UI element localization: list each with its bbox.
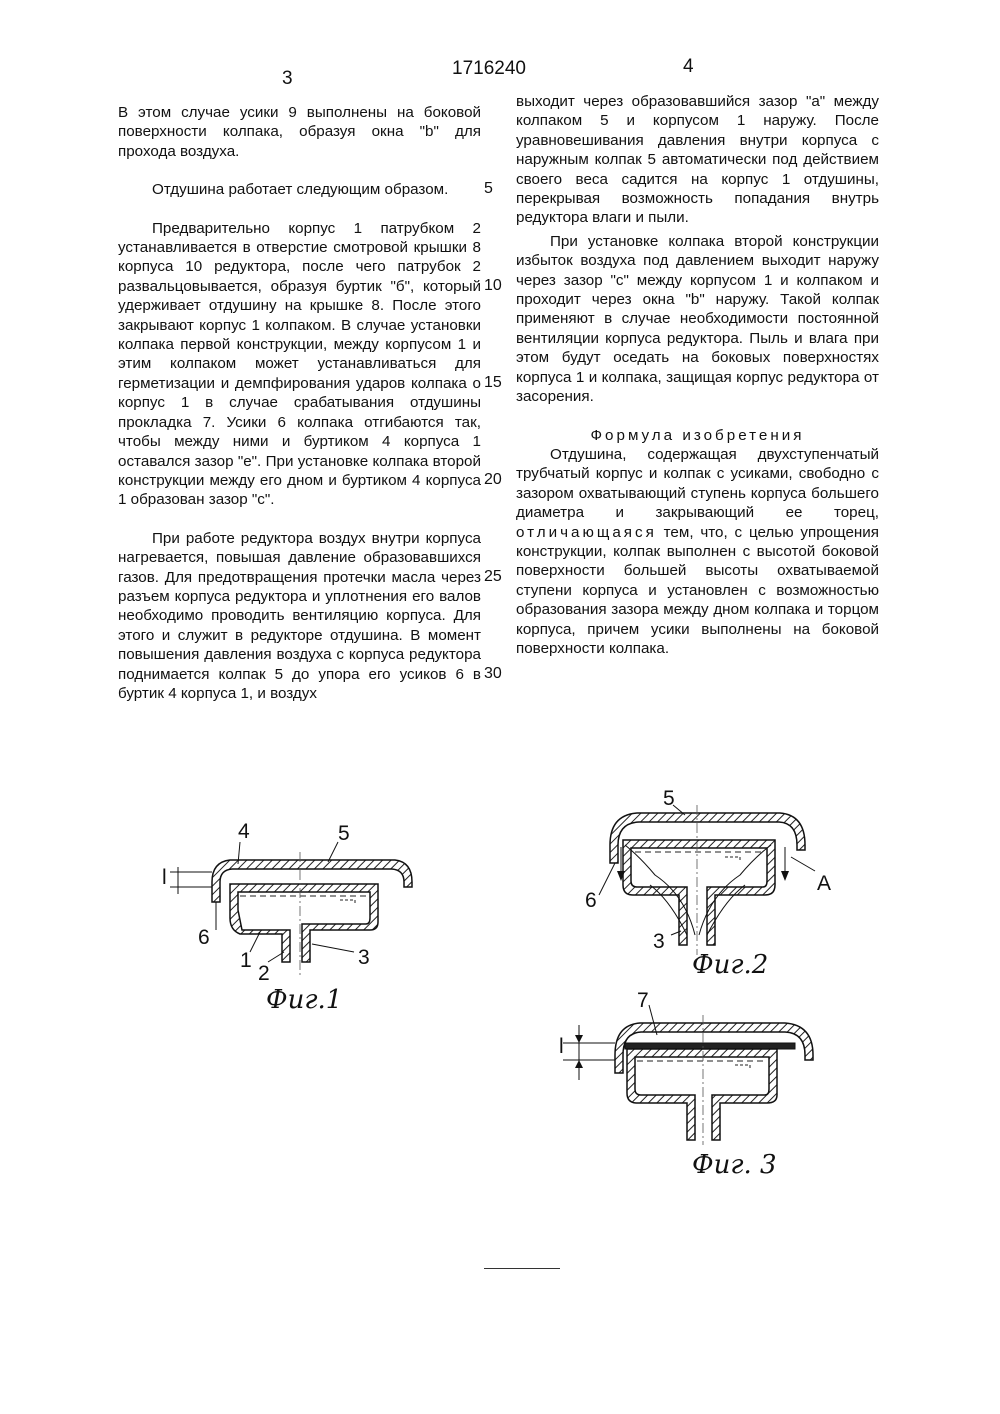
line-number-25: 25 [484, 568, 502, 585]
fig2-label-3: 3 [653, 930, 665, 953]
figure-3-drawing [545, 985, 845, 1150]
fig3-label-7: 7 [637, 989, 649, 1012]
fig1-label-3: 3 [358, 946, 370, 969]
line-number-5: 5 [484, 180, 493, 197]
page-number-right: 4 [683, 56, 694, 77]
line-number-10: 10 [484, 277, 502, 294]
line-number-30: 30 [484, 665, 502, 682]
formula-text [516, 445, 879, 658]
left-paragraph-4: При работе редуктора воздух внутри корпуса нагревается, повышая давление образовавшихся газов. Для предотвращения протечки масла через разъем корпуса редуктора и уплотнения его валов необходимо проводить вентиляцию корпуса. Для этого и служит в редукторе отдушина. В момент повышения давления воздуха с корпуса редуктора поднимается колпак 5 до упора его усиков 6 в буртик 4 корпуса 1, и воздух [118, 529, 481, 702]
fig1-label-5: 5 [338, 822, 350, 845]
fig1-label-4: 4 [238, 820, 250, 843]
left-paragraph-3: Предварительно корпус 1 патрубком 2 устанавливается в отверстие смотровой крышки 8 корпуса 10 редуктора, после чего патрубок 2 развальцовывается, образуя буртик "б", который удерживает отдушину на крышке 8. После этого закрывают корпус 1 колпаком. В случае установки колпака первой конструкции, между корпусом 1 и этим колпаком может устанавливаться для герметизации и демпфирования ударов колпака о корпус 1 в случае срабатывания отдушины прокладка 7. Усики 6 колпака отгибаются так, чтобы между ними и буртиком 4 корпуса 1 оставался зазор "е". При установке колпака второй конструкции между его дном и буртиком 4 корпуса 1 образован зазор "с". [118, 219, 481, 509]
fig1-label-l: l [162, 866, 167, 889]
formula-lead: Отдушина, содержащая двухступенчатый трубчатый корпус и колпак с усиками, свободно с зазором охватывающий ступень корпуса большего диаметра и закрывающий ее торец, [516, 445, 879, 522]
formula-title: Формула изобретения [590, 426, 805, 444]
line-number-20: 20 [484, 471, 502, 488]
bottom-divider [484, 1268, 560, 1269]
figure-1-caption: Фиг.1 [266, 985, 343, 1015]
formula-emphasis: отличающаяся [516, 523, 657, 541]
fig2-label-5: 5 [663, 787, 675, 810]
fig2-label-A: A [817, 872, 832, 895]
left-column [118, 103, 481, 703]
figure-3-caption: Фиг. 3 [692, 1150, 777, 1180]
fig2-label-6: 6 [585, 889, 597, 912]
right-column [516, 92, 879, 658]
line-number-15: 15 [484, 374, 502, 391]
fig3-label-l: l [559, 1035, 564, 1058]
fig1-label-2: 2 [258, 962, 270, 985]
patent-number: 1716240 [452, 58, 526, 79]
right-paragraph-1: выходит через образовавшийся зазор "а" между колпаком 5 и корпусом 1 наружу. После уравновешивания давления внутри корпуса с наружным колпак 5 автоматически под действием своего веса садится на корпус 1 отдушины, перекрывая возможность попадания внутрь редуктора влаги и пыли. [516, 93, 879, 227]
fig1-label-1: 1 [240, 949, 252, 972]
page-number-left: 3 [282, 68, 293, 89]
right-paragraph-2: При установке колпака второй конструкции избыток воздуха под давлением выходит наружу через зазор "с" между корпусом 1 и колпаком и проходит через окна "b" наружу. Такой колпак применяют в случае необходимости постоянной вентиляции корпуса редуктора. Пыль и влага при этом будут оседать на боковых поверхностях корпуса 1 и колпака, защищая корпус редуктора от засорения. [516, 232, 879, 406]
left-paragraph-1: В этом случае усики 9 выполнены на боковой поверхности колпака, образуя окна "b" для прохода воздуха. [118, 104, 481, 160]
fig1-label-6: 6 [198, 926, 210, 949]
formula-rest: тем, что, с целью упрощения конструкции, колпак выполнен с высотой боковой поверхности большей высоты охватываемой ступени корпуса и установлен с возможностью образования зазора между дном колпака и торцом корпуса, причем усики выполнены на боковой поверхности колпака. [516, 523, 879, 657]
figure-2-caption: Фиг.2 [692, 950, 769, 980]
left-paragraph-2: Отдушина работает следующим образом. [152, 181, 449, 199]
